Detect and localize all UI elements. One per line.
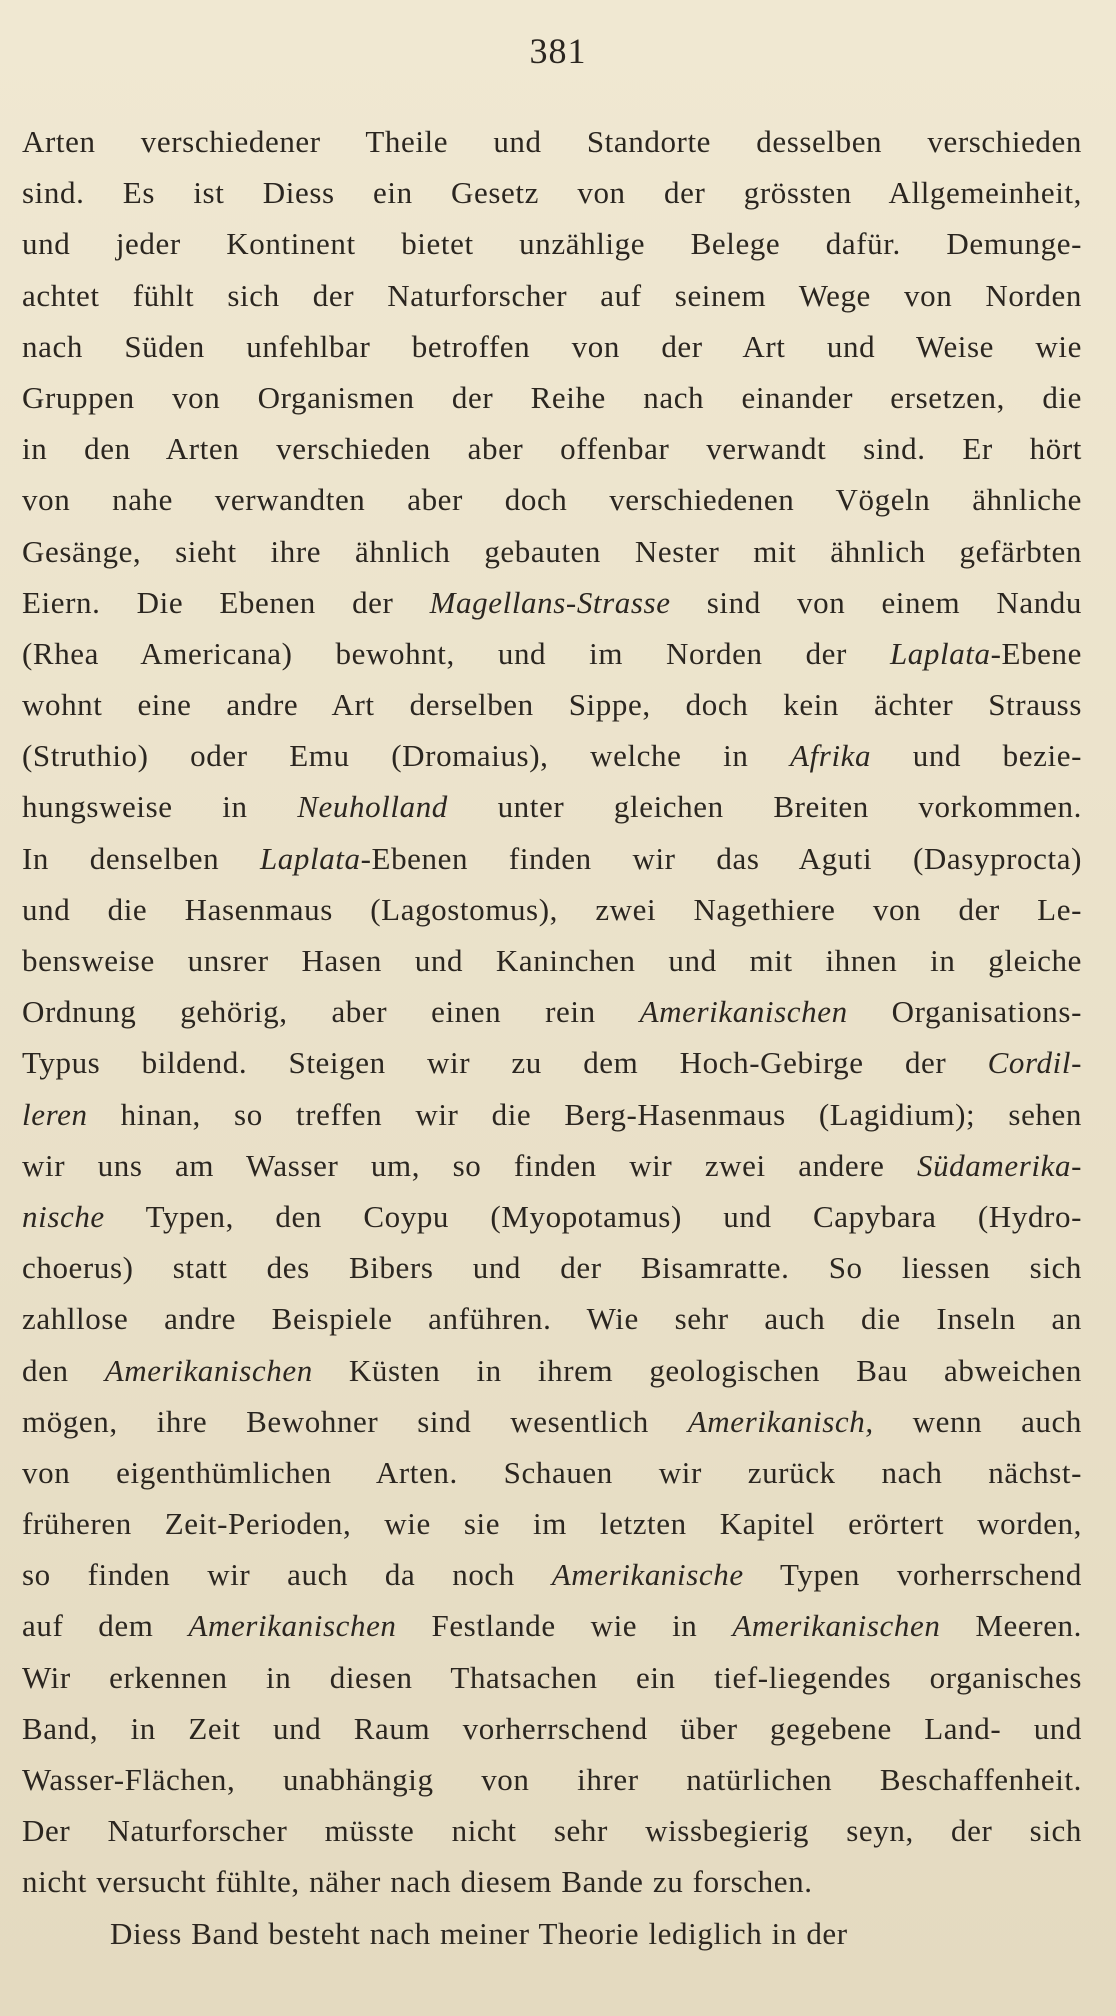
italic-text: Amerikanischen — [732, 1608, 941, 1644]
italic-text: Laplata — [889, 635, 991, 671]
text-line — [22, 1856, 1082, 1907]
italic-text: Amerikanischen — [104, 1352, 313, 1388]
text-segment: Festlande wie in — [396, 1608, 733, 1644]
text-segment: Gesänge, sieht ihre ähnlich gebauten Nester mit ähnlich gefärbten — [22, 533, 1082, 569]
text-segment: Wasser-Flächen, unabhängig von ihrer natürlichen Beschaffenheit. — [22, 1762, 1082, 1797]
text-segment: Küsten in ihrem geologischen Bau abweichen — [312, 1352, 1082, 1388]
italic-text: leren — [22, 1096, 88, 1132]
text-line — [22, 526, 1082, 577]
text-segment: Typen, den Coypu (Myopotamus) und Capybara (Hydro- — [104, 1198, 1082, 1234]
text-line — [22, 218, 1082, 269]
text-segment: Ordnung gehörig, aber einen rein — [22, 994, 640, 1030]
text-segment: von eigenthümlichen Arten. Schauen wir zurück nach nächst- — [22, 1454, 1082, 1490]
text-segment: mögen, ihre Bewohner sind wesentlich — [22, 1403, 688, 1439]
italic-text: Neuholland — [297, 789, 448, 825]
text-segment: (Struthio) oder Emu (Dromaius), welche in — [22, 738, 791, 774]
text-segment: wir uns am Wasser um, so finden wir zwei andere — [22, 1147, 917, 1183]
text-line — [22, 679, 1082, 730]
text-segment: hungsweise in — [22, 789, 298, 825]
text-segment: und bezie- — [871, 738, 1082, 774]
text-line — [22, 1600, 1082, 1651]
text-line — [22, 1345, 1082, 1396]
italic-text: nische — [22, 1198, 105, 1234]
text-segment: von nahe verwandten aber doch verschiedenen Vögeln ähnliche — [22, 482, 1082, 518]
text-segment: Arten verschiedener Theile und Standorte desselben verschieden — [22, 124, 1082, 159]
text-line — [22, 321, 1082, 372]
text-segment: unter gleichen Breiten vorkommen. — [447, 789, 1082, 825]
text-line — [22, 1191, 1082, 1242]
text-line — [22, 781, 1082, 832]
text-segment: Gruppen von Organismen der Reihe nach einander ersetzen, die — [22, 379, 1082, 415]
text-line — [22, 833, 1082, 884]
text-line — [22, 1652, 1082, 1703]
text-segment: nicht versucht fühlte, näher nach diesem Bande zu forschen. — [22, 1864, 813, 1900]
text-segment: bensweise unsrer Hasen und Kaninchen und mit ihnen in gleiche — [22, 943, 1082, 978]
text-segment: hinan, so treffen wir die Berg-Hasenmaus (Lagidium); sehen — [87, 1096, 1082, 1132]
text-segment: Der Naturforscher müsste nicht sehr wissbegierig seyn, der sich — [22, 1813, 1082, 1849]
text-line — [22, 1703, 1082, 1754]
text-segment: zahllose andre Beispiele anführen. Wie sehr auch die Inseln an — [22, 1301, 1082, 1337]
text-segment: den — [22, 1352, 105, 1388]
italic-text: Amerikanische — [551, 1557, 744, 1593]
text-segment: wohnt eine andre Art derselben Sippe, doch kein ächter Strauss — [22, 687, 1082, 723]
italic-text: Afrika — [790, 738, 872, 774]
text-line — [22, 1293, 1082, 1344]
text-segment: sind. Es ist Diess ein Gesetz von der grössten Allgemeinheit, — [22, 175, 1082, 211]
text-segment: choerus) statt des Bibers und der Bisamratte. So liessen sich — [22, 1250, 1082, 1286]
italic-text: Cordil- — [987, 1045, 1082, 1081]
text-segment: Eiern. Die Ebenen der — [22, 584, 430, 620]
text-segment: Band, in Zeit und Raum vorherrschend über gegebene Land- und — [22, 1710, 1082, 1746]
text-segment: wenn auch — [873, 1403, 1082, 1439]
text-line — [22, 1754, 1082, 1805]
text-line — [22, 1908, 1082, 1959]
text-segment: -Ebenen finden wir das Aguti (Dasyprocta) — [360, 840, 1082, 876]
text-segment: Typus bildend. Steigen wir zu dem Hoch-Gebirge der — [22, 1045, 988, 1081]
italic-text: Laplata — [259, 840, 361, 876]
text-line — [22, 1242, 1082, 1293]
italic-text: Amerikanischen — [639, 994, 848, 1030]
text-segment: sind von einem Nandu — [670, 584, 1082, 620]
text-segment: Organisations- — [847, 994, 1082, 1030]
text-line — [22, 1805, 1082, 1856]
text-segment: Wir erkennen in diesen Thatsachen ein tief-liegendes organisches — [22, 1659, 1082, 1695]
text-segment: (Rhea Americana) bewohnt, und im Norden der — [22, 635, 890, 671]
italic-text: Südamerika- — [916, 1147, 1082, 1183]
text-segment: und die Hasenmaus (Lagostomus), zwei Nagethiere von der Le- — [22, 891, 1082, 927]
text-line — [22, 884, 1082, 935]
text-line — [22, 730, 1082, 781]
text-line — [22, 372, 1082, 423]
text-line — [22, 628, 1082, 679]
text-segment: so finden wir auch da noch — [22, 1557, 552, 1593]
text-segment: in den Arten verschieden aber offenbar verwandt sind. Er hört — [22, 431, 1082, 467]
text-line — [22, 116, 1082, 167]
text-segment: In denselben — [22, 840, 260, 876]
text-segment: Typen vorherrschend — [743, 1557, 1082, 1593]
text-line — [22, 1037, 1082, 1088]
text-line — [22, 1089, 1082, 1140]
text-segment: früheren Zeit-Perioden, wie sie im letzten Kapitel erörtert worden, — [22, 1506, 1082, 1542]
italic-text: Amerikanisch, — [687, 1403, 874, 1439]
text-line — [22, 1447, 1082, 1498]
text-line — [22, 423, 1082, 474]
text-segment: Diess Band besteht nach meiner Theorie lediglich in der — [110, 1915, 848, 1951]
text-line — [22, 935, 1082, 986]
text-segment: auf dem — [22, 1608, 189, 1644]
text-segment: achtet fühlt sich der Naturforscher auf seinem Wege von Norden — [22, 277, 1082, 313]
text-line — [22, 577, 1082, 628]
italic-text: Magellans-Strasse — [429, 584, 671, 620]
text-line — [22, 986, 1082, 1037]
text-line — [22, 1396, 1082, 1447]
text-line — [22, 1140, 1082, 1191]
italic-text: Amerikanischen — [188, 1608, 397, 1644]
text-segment: -Ebene — [990, 635, 1082, 671]
text-segment: nach Süden unfehlbar betroffen von der Art und Weise wie — [22, 328, 1082, 364]
text-line — [22, 1498, 1082, 1549]
page-number: 381 — [529, 31, 587, 71]
text-line — [22, 167, 1082, 218]
text-segment: Meeren. — [940, 1608, 1082, 1644]
text-line — [22, 1549, 1082, 1600]
text-segment: und jeder Kontinent bietet unzählige Belege dafür. Demunge- — [22, 226, 1082, 262]
text-line — [22, 270, 1082, 321]
body-text — [22, 116, 1082, 1959]
text-line — [22, 474, 1082, 525]
